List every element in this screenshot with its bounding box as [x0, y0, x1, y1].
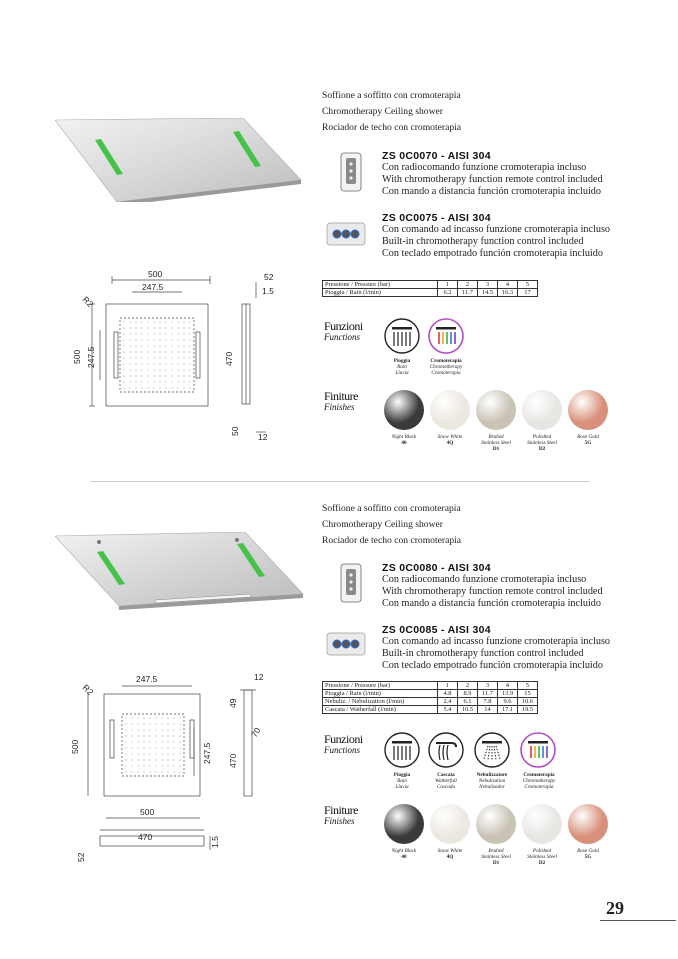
finish-label: Night Black 40: [391, 848, 417, 860]
page-number-rule: [600, 920, 676, 921]
table-row: Cascata / Watherfall (l/min) 5.4 10.5 14 17.1 19.5: [323, 706, 538, 714]
finish-swatch: [476, 390, 516, 430]
finish-swatch: [568, 390, 608, 430]
finish-label: Snow White 4Q: [437, 434, 463, 446]
rain-icon: [384, 318, 420, 354]
finish-label: Snow White 4Q: [437, 848, 463, 860]
finish-label: Night Black 40: [391, 434, 417, 446]
function-label: Pioggia Rain Lluvia: [393, 358, 411, 376]
svg-text:500: 500: [70, 739, 80, 754]
finish-swatch: [522, 390, 562, 430]
pressure-table: [322, 280, 538, 297]
keypad-icon: [326, 222, 366, 246]
technical-drawing: [70, 668, 280, 868]
page-number: 29: [606, 898, 624, 918]
function-label: Cromoterapia Chromotherapy Cromoterapia: [522, 772, 556, 790]
chromotherapy-icon: [428, 318, 464, 354]
product-intro: Soffione a soffitto con cromoterapia Chromotherapy Ceiling shower Rociador de techo con cromoterapia: [322, 90, 462, 133]
finishes-heading: Finiture Finishes: [324, 803, 358, 826]
svg-text:247.5: 247.5: [86, 346, 96, 368]
table-row: Nebuliz. / Nebulization (l/min) 2.4 6.1 7.8 9.6 10.6: [323, 698, 538, 706]
product-code: ZS 0C0080 - AISI 304: [382, 562, 491, 574]
table-row: Pressione / Pressure (bar) 1 2 3 4 5: [323, 682, 538, 690]
svg-text:500: 500: [72, 349, 82, 364]
table-row: Pioggia / Rain (l/min) 6.2 11.7 14.5 16.3 17: [323, 289, 538, 297]
variant-2: ZS 0C0075 - AISI 304 Con comando ad incasso funzione cromoterapia incluso Built-in chromotherapy function control included Con teclado empotrado función cromoterapia incluido: [382, 212, 611, 259]
svg-text:52: 52: [76, 852, 86, 862]
technical-drawing: [70, 268, 280, 448]
functions-heading: Funzioni Functions: [324, 319, 363, 342]
finishes-heading: Finiture Finishes: [324, 389, 358, 412]
finish-swatch: [384, 804, 424, 844]
finish-label: Rose Gold 5G: [577, 848, 599, 860]
svg-text:470: 470: [228, 753, 238, 768]
svg-text:1.5: 1.5: [262, 286, 274, 296]
remote-control-icon: [340, 563, 362, 603]
waterfall-icon: [428, 732, 464, 768]
product-intro: Soffione a soffitto con cromoterapia Chromotherapy Ceiling shower Rociador de techo con cromoterapia: [322, 503, 462, 546]
keypad-icon: [326, 632, 366, 656]
table-row: Pioggia / Rain (l/min) 4.8 8.9 11.7 13.9 15: [323, 690, 538, 698]
svg-text:500: 500: [148, 269, 163, 279]
finish-label: Bruhed Stainless Steel D1: [481, 434, 511, 452]
svg-text:1.5: 1.5: [210, 836, 220, 848]
svg-text:12: 12: [254, 672, 264, 682]
ceiling-shower-image: [55, 118, 303, 202]
functions-heading: Funzioni Functions: [324, 732, 363, 755]
finish-label: Bruhed Stainless Steel D1: [481, 848, 511, 866]
svg-text:247.5: 247.5: [136, 674, 158, 684]
finish-swatch: [430, 804, 470, 844]
ceiling-shower-image: [55, 532, 305, 622]
svg-text:470: 470: [224, 351, 234, 366]
remote-control-icon: [340, 152, 362, 192]
product-code: ZS 0C0070 - AISI 304: [382, 150, 491, 162]
svg-text:52: 52: [264, 272, 274, 282]
function-label: Cascata Watherfall Cascada: [435, 772, 457, 790]
svg-text:R2: R2: [80, 294, 96, 310]
svg-text:247.5: 247.5: [202, 742, 212, 764]
finish-label: Polished Stainless Steel D2: [527, 848, 557, 866]
finish-swatch: [568, 804, 608, 844]
table-row: Pressione / Pressure (bar) 1 2 3 4 5: [323, 281, 538, 289]
function-label: Cromoterapia Chromotherapy Cromoterapia: [429, 358, 463, 376]
function-label: Pioggia Rain Lluvia: [393, 772, 411, 790]
chromotherapy-icon: [520, 732, 556, 768]
finish-swatch: [522, 804, 562, 844]
nebulization-icon: [474, 732, 510, 768]
svg-text:R2: R2: [80, 682, 96, 698]
variant-1: ZS 0C0070 - AISI 304 Con radiocomando funzione cromoterapia incluso With chromotherapy function remote control included Con mando a distancia función cromoterapia incluido: [382, 150, 603, 197]
pressure-table: [322, 681, 538, 714]
variant-2: ZS 0C0085 - AISI 304 Con comando ad incasso funzione cromoterapia incluso Built-in chromotherapy function control included Con teclado empotrado función cromoterapia incluido: [382, 624, 611, 671]
rain-icon: [384, 732, 420, 768]
svg-text:70: 70: [249, 725, 263, 739]
function-label: Nebulizzatore Nebulization Nebulizador: [476, 772, 508, 790]
product-code: ZS 0C0085 - AISI 304: [382, 624, 491, 636]
finish-label: Polished Stainless Steel D2: [527, 434, 557, 452]
svg-text:470: 470: [138, 832, 153, 842]
svg-text:500: 500: [140, 807, 155, 817]
finish-swatch: [430, 390, 470, 430]
finish-label: Rose Gold 5G: [577, 434, 599, 446]
product-code: ZS 0C0075 - AISI 304: [382, 212, 491, 224]
finish-swatch: [384, 390, 424, 430]
finish-swatch: [476, 804, 516, 844]
svg-text:12: 12: [258, 432, 268, 442]
section-divider: [90, 481, 590, 482]
variant-1: ZS 0C0080 - AISI 304 Con radiocomando funzione cromoterapia incluso With chromotherapy function remote control included Con mando a distancia función cromoterapia incluido: [382, 562, 603, 609]
svg-text:49: 49: [228, 698, 238, 708]
svg-text:247.5: 247.5: [142, 282, 164, 292]
svg-text:50: 50: [230, 426, 240, 436]
